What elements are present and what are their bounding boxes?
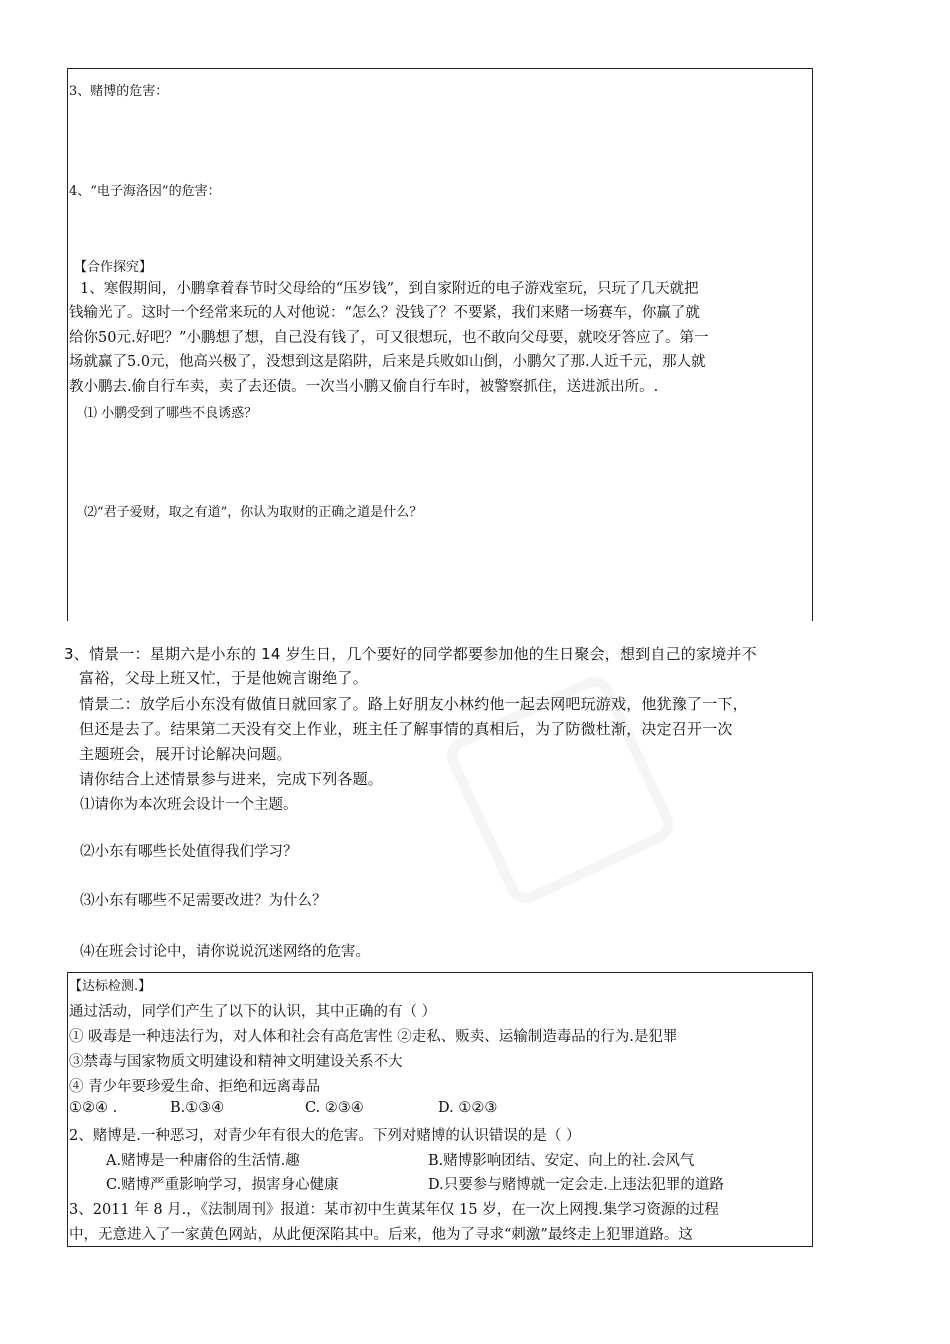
q3-title: 3、赌博的危害： (69, 84, 169, 99)
case-line: 教小鹏去.偷自行车卖，卖了去还债。一次当小鹏又偷自行车时，被警察抓住，送进派出所。. (69, 379, 659, 395)
test-q3-line2: 中，无意进入了一家黄色网站，从此便深陷其中。后来，他为了寻求“刺激”最终走上犯罪道路。这 (69, 1227, 693, 1243)
scene-line: 3、情景一：星期六是小东的 14 岁生日，几个要好的同学都要参加他的生日聚会，想到自己的家境并不 (64, 645, 757, 663)
scene-question-3: ⑶小东有哪些不足需要改进？为什么？ (80, 893, 327, 909)
coop-heading: 【合作探究】 (74, 260, 153, 275)
q4-title: 4、“电子海洛因”的危害： (69, 184, 221, 199)
scene-line: 富裕，父母上班又忙，于是他婉言谢绝了。 (79, 669, 368, 687)
test-q1-stem: 通过活动，同学们产生了以下的认识，其中正确的有（ ） (69, 1004, 437, 1020)
case-line: 1、寒假期间，小鹏拿着春节时父母给的“压岁钱”，到自家附近的电子游戏室玩，只玩了几天就把 (80, 281, 699, 297)
scene-question-2: ⑵小东有哪些长处值得我们学习？ (80, 844, 298, 860)
scene-line: 情景二：放学后小东没有做值日就回家了。路上好朋友小林约他一起去网吧玩游戏，他犹豫了一下， (79, 695, 748, 713)
scene-line: 主题班会，展开讨论解决问题。 (79, 745, 292, 763)
case-line: 场就赢了5.0元，他高兴极了，没想到这是陷阱，后来是兵败如山倒，小鹏欠了那.人近千元，那人就 (69, 354, 706, 370)
scene-line: 但还是去了。结果第二天没有交上作业，班主任了解事情的真相后，为了防微杜渐，决定召开一次 (79, 720, 733, 738)
test-q3-line1: 3、2011 年 8 月.，《法制周刊》报道：某市初中生黄某年仅 15 岁，在一次上网搜.集学习资源的过程 (69, 1202, 719, 1218)
test-q2-stem: 2、赌博是.一种恶习，对青少年有很大的危害。下列对赌博的认识错误的是（ ） (69, 1128, 581, 1144)
test-q1-option-b: B.①③④ (170, 1100, 225, 1116)
test-q2-option-a: A.赌博是一种庸俗的生活情.趣 (106, 1153, 300, 1169)
subquestion-1: ⑴ 小鹏受到了哪些不良诱惑？ (84, 406, 258, 421)
case-line: 给你50元.好吧？”小鹏想了想，自己没有钱了，可又很想玩，也不敢向父母要，就咬牙答应了。第一 (69, 330, 709, 346)
test-q1-line2: ③禁毒与国家物质文明建设和精神文明建设关系不大 (69, 1054, 403, 1070)
scene-question-1: ⑴请你为本次班会设计一个主题。 (80, 797, 298, 813)
test-q2-option-d: D.只要参与赌博就一定会走.上违法犯罪的道路 (428, 1177, 724, 1193)
test-q2-option-c: C.赌博严重影响学习，损害身心健康 (106, 1177, 339, 1193)
test-q2-option-b: B.赌博影响团结、安定、向上的社.会风气 (428, 1153, 695, 1169)
scene-question-4: ⑷在班会讨论中，请你说说沉迷网络的危害。 (80, 944, 370, 960)
test-q1-option-c: C. ②③④ (305, 1100, 364, 1116)
test-heading: 【达标检测.】 (69, 979, 152, 994)
test-q1-line1: ① 吸毒是一种违法行为，对人体和社会有高危害性 ②走私、贩卖、运输制造毒品的行为.是犯罪 (69, 1029, 678, 1045)
scene-line: 请你结合上述情景参与进来，完成下列各题。 (79, 770, 384, 788)
test-q1-option-d: D. ①②③ (438, 1100, 498, 1116)
test-q1-line3: ④ 青少年要珍爱生命、拒绝和远离毒品 (69, 1079, 321, 1095)
test-q1-option-a: ①②④ . (69, 1100, 118, 1116)
subquestion-2: ⑵“君子爱财，取之有道”，你认为取财的正确之道是什么？ (84, 505, 423, 520)
case-line: 钱输光了。这时一个经常来玩的人对他说：“怎么？没钱了？不要紧，我们来赌一场赛车，你赢了就 (69, 305, 700, 321)
